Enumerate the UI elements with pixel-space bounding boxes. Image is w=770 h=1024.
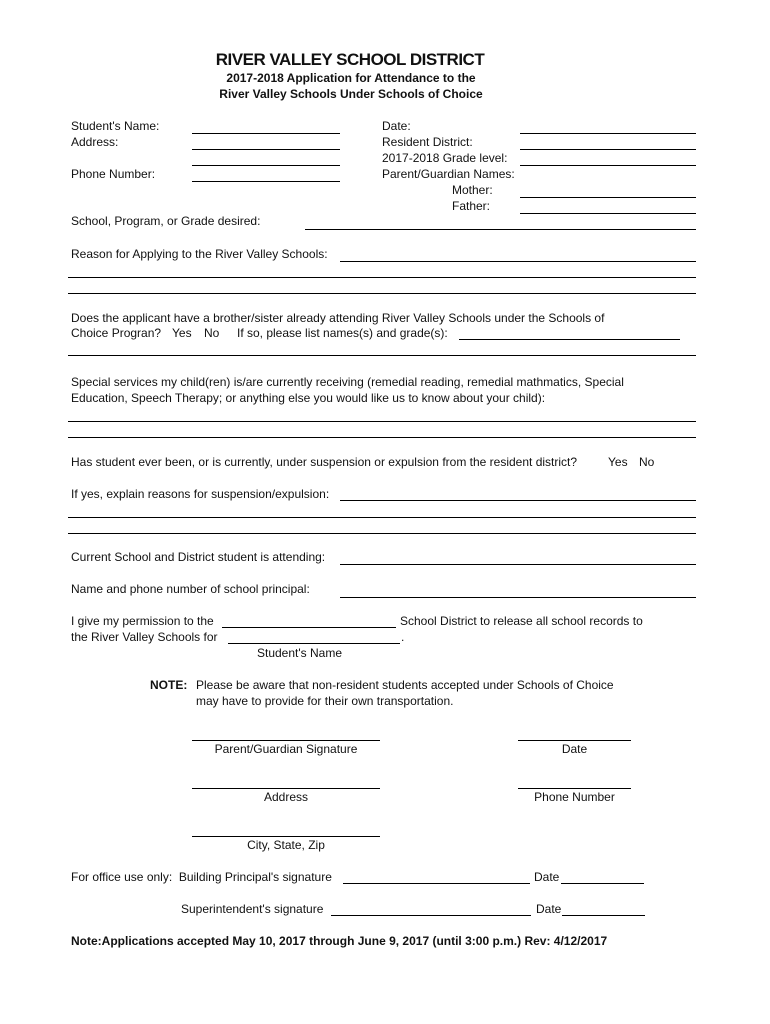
date-label: Date: [382,119,411,133]
district-title: RIVER VALLEY SCHOOL DISTRICT [215,50,485,69]
signature-date-caption: Date [561,742,588,756]
form-subtitle-line2: River Valley Schools Under Schools of Choice [219,87,483,101]
sibling-names-field[interactable] [459,339,680,340]
sibling-no-option[interactable]: No [204,326,220,340]
father-label: Father: [452,199,491,213]
guardian-phone-caption: Phone Number [534,790,615,804]
grade-level-field[interactable] [520,165,696,166]
student-name-label: Student's Name: [71,119,160,133]
special-services-field-line2[interactable] [68,437,696,438]
phone-number-label: Phone Number: [71,167,156,181]
note-label: NOTE: [150,678,188,692]
principal-field[interactable] [340,597,696,598]
permission-line2-period: . [401,630,405,644]
grade-level-label: 2017-2018 Grade level: [382,151,508,165]
reason-field-line1[interactable] [340,261,696,262]
address-field-line1[interactable] [192,149,340,150]
office-principal-signature-field[interactable] [343,883,530,884]
address-label: Address: [71,135,119,149]
reason-field-line2[interactable] [68,277,696,278]
superintendent-date-field[interactable] [562,915,645,916]
student-name-field[interactable] [192,133,340,134]
office-principal-signature-label: For office use only: Building Principal's signature [71,870,332,884]
sibling-question-line1: Does the applicant have a brother/sister already attending River Valley Schools under the Schools of [71,311,605,325]
sibling-names-field-line2[interactable] [68,355,696,356]
reason-label: Reason for Applying to the River Valley Schools: [71,247,328,261]
resident-district-label: Resident District: [382,135,473,149]
current-school-label: Current School and District student is attending: [71,550,326,564]
suspension-reasons-field-line1[interactable] [340,500,696,501]
special-services-field-line1[interactable] [68,421,696,422]
mother-field[interactable] [520,197,696,198]
city-state-zip-caption: City, State, Zip [247,838,325,852]
mother-label: Mother: [452,183,493,197]
note-line1: Please be aware that non-resident students accepted under Schools of Choice [196,678,614,692]
superintendent-date-label: Date [536,902,562,916]
permission-line1-prefix: I give my permission to the [71,614,214,628]
permission-line1-suffix: School District to release all school records to [400,614,643,628]
suspension-question: Has student ever been, or is currently, under suspension or expulsion from the resident district? [71,455,578,469]
suspension-yes-option[interactable]: Yes [608,455,628,469]
suspension-explain-label: If yes, explain reasons for suspension/expulsion: [71,487,330,501]
school-program-label: School, Program, or Grade desired: [71,214,261,228]
footer-note: Note:Applications accepted May 10, 2017 through June 9, 2017 (until 3:00 p.m.) Rev: 4/12/2017 [71,934,608,948]
permission-line2-prefix: the River Valley Schools for [71,630,218,644]
student-name-caption: Student's Name [257,646,343,660]
superintendent-signature-label: Superintendent's signature [181,902,324,916]
special-services-line1: Special services my child(ren) is/are currently receiving (remedial reading, remedial mathmatics, Special [71,375,624,389]
reason-field-line3[interactable] [68,293,696,294]
form-subtitle-line1: 2017-2018 Application for Attendance to the [226,71,476,85]
permission-student-name-field[interactable] [228,643,400,644]
sibling-yes-option[interactable]: Yes [172,326,192,340]
address-field-line2[interactable] [192,165,340,166]
resident-district-field[interactable] [520,149,696,150]
suspension-reasons-field-line2[interactable] [68,517,696,518]
phone-number-field[interactable] [192,181,340,182]
principal-label: Name and phone number of school principal: [71,582,310,596]
office-principal-date-label: Date [534,870,560,884]
sibling-list-prompt: If so, please list names(s) and grade(s): [237,326,448,340]
date-field[interactable] [520,133,696,134]
suspension-no-option[interactable]: No [639,455,655,469]
father-field[interactable] [520,213,696,214]
parent-guardian-names-label: Parent/Guardian Names: [382,167,515,181]
school-program-field[interactable] [305,229,696,230]
special-services-line2: Education, Speech Therapy; or anything else you would like us to know about your child): [71,391,546,405]
permission-district-field[interactable] [222,627,396,628]
parent-signature-caption: Parent/Guardian Signature [214,742,358,756]
office-principal-date-field[interactable] [561,883,644,884]
suspension-reasons-field-line3[interactable] [68,533,696,534]
current-school-field[interactable] [340,564,696,565]
superintendent-signature-field[interactable] [331,915,531,916]
guardian-address-caption: Address [263,790,309,804]
sibling-question-line2: Choice Progran? [71,326,162,340]
note-line2: may have to provide for their own transportation. [196,694,454,708]
